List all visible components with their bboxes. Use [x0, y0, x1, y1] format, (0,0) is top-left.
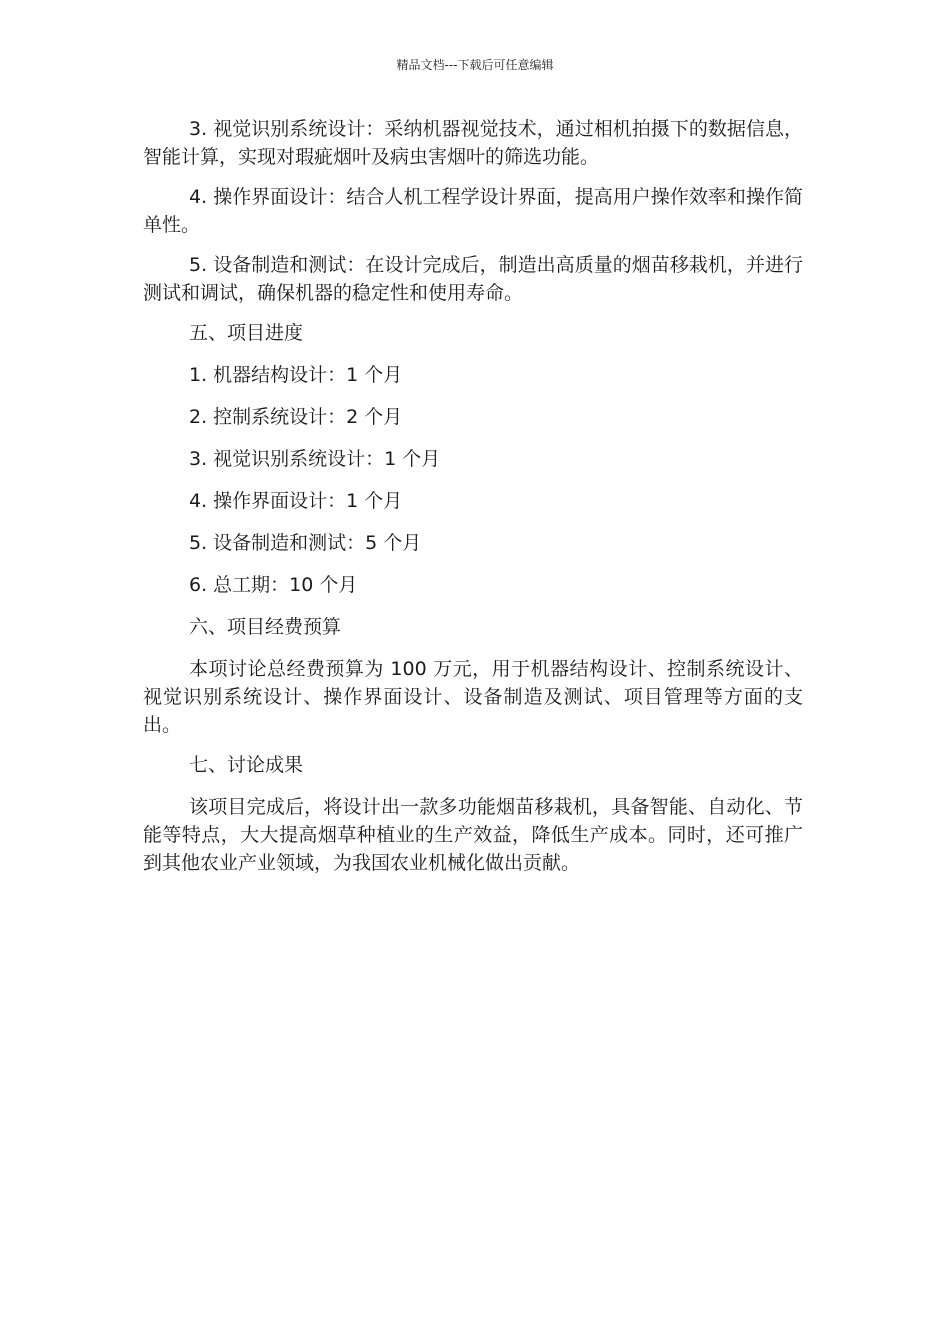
section-heading-budget: 六、项目经费预算: [189, 616, 342, 638]
section-heading-schedule: 五、项目进度: [189, 322, 304, 344]
paragraph-manufacture-and-test: 5. 设备制造和测试：在设计完成后，制造出高质量的烟苗移栽机，并进行测试和调试，确保机器的稳定性和使用寿命。: [143, 254, 803, 304]
schedule-item: 2. 控制系统设计：2 个月: [189, 406, 403, 428]
paragraph-results: 该项目完成后，将设计出一款多功能烟苗移栽机，具备智能、自动化、节能等特点，大大提高烟草种植业的生产效益，降低生产成本。同时，还可推广到其他农业产业领域，为我国农业机械化做出贡献。: [143, 796, 803, 874]
section-heading-results: 七、讨论成果: [189, 754, 304, 776]
page-header: 精品文档---下载后可任意编辑: [396, 58, 554, 72]
paragraph-vision-system-design: 3. 视觉识别系统设计：采纳机器视觉技术，通过相机拍摄下的数据信息，智能计算，实现对瑕疵烟叶及病虫害烟叶的筛选功能。: [143, 118, 803, 168]
schedule-item: 4. 操作界面设计：1 个月: [189, 490, 403, 512]
schedule-total: 6. 总工期：10 个月: [189, 574, 358, 596]
paragraph-interface-design: 4. 操作界面设计：结合人机工程学设计界面，提高用户操作效率和操作简单性。: [143, 186, 803, 236]
schedule-item: 1. 机器结构设计：1 个月: [189, 364, 403, 386]
schedule-item: 3. 视觉识别系统设计：1 个月: [189, 448, 441, 470]
paragraph-budget: 本项讨论总经费预算为 100 万元，用于机器结构设计、控制系统设计、视觉识别系统设计、操作界面设计、设备制造及测试、项目管理等方面的支出。: [143, 658, 803, 736]
document-body: [143, 115, 803, 889]
schedule-item: 5. 设备制造和测试：5 个月: [189, 532, 422, 554]
